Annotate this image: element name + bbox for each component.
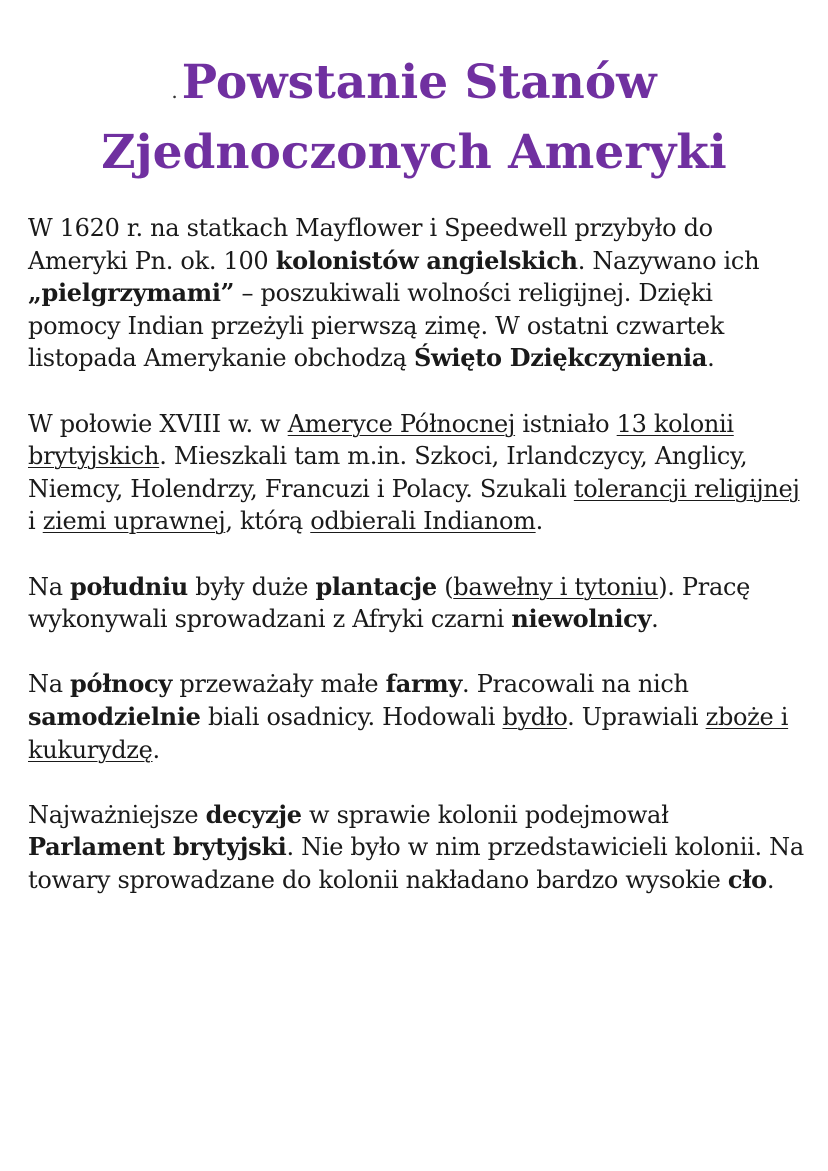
- bold-term: niewolnicy: [511, 604, 652, 634]
- underlined-term: Ameryce Północnej: [287, 409, 516, 438]
- bold-term: północy: [70, 669, 172, 699]
- text-run: Najważniejsze: [28, 800, 206, 829]
- text-run: były duże: [187, 572, 316, 601]
- text-run: , którą: [225, 507, 311, 536]
- text-run: . Uprawiali: [567, 702, 706, 731]
- text-run: – poszukiwali wolności religijnej. Dzięki pomocy Indian przeżyli pierwszą zimę. W ostatni czwartek listopada Amerykanie obchodzą: [28, 279, 725, 373]
- underlined-term: tolerancji religijnej: [573, 474, 800, 503]
- text-run: . Pracowali na nich: [462, 670, 689, 699]
- title-marker: .: [171, 79, 178, 103]
- text-run: .: [152, 735, 160, 764]
- text-run: .: [535, 507, 543, 536]
- bold-term: Parlament brytyjski: [28, 832, 287, 862]
- bold-term: plantacje: [315, 571, 437, 601]
- text-run: W 1620 r. na statkach Mayflower i Speedwell przybyło do Ameryki Pn. ok. 100: [28, 214, 713, 275]
- text-run: w sprawie kolonii podejmował: [301, 800, 669, 829]
- underlined-term: odbierali Indianom: [310, 507, 536, 536]
- document-body: [28, 212, 808, 929]
- bold-term: południu: [70, 571, 188, 601]
- text-run: W połowie XVIII w. w: [28, 409, 288, 438]
- text-run: Na: [28, 572, 71, 601]
- text-run: istniało: [515, 409, 617, 438]
- title-line-1: [0, 52, 828, 122]
- underlined-term: bydło: [502, 702, 568, 731]
- text-run: ). Pracę wykonywali sprowadzani z Afryki czarni: [28, 572, 750, 634]
- text-run: przeważały małe: [172, 670, 386, 699]
- paragraph-north: [28, 668, 808, 766]
- underlined-term: 13 kolonii brytyjskich: [28, 409, 734, 471]
- text-run: .: [766, 865, 775, 894]
- text-run: i: [28, 507, 43, 536]
- bold-term: cło: [727, 864, 767, 894]
- text-run: . Nazywano ich: [577, 246, 760, 275]
- bold-term: Święto Dziękczynienia: [413, 343, 708, 373]
- page-title: [0, 52, 828, 184]
- text-run: . Nie było w nim przedstawicieli kolonii. Na towary sprowadzane do kolonii nakładano bardzo wysokie: [28, 833, 804, 894]
- text-run: .: [707, 344, 715, 373]
- underlined-term: zboże i kukurydzę: [28, 702, 789, 764]
- paragraph-colonies: [28, 408, 808, 538]
- underlined-term: ziemi uprawnej: [42, 507, 226, 536]
- title-text-1: Powstanie Stanów: [181, 55, 657, 110]
- paragraph-south: [28, 571, 808, 636]
- text-run: biali osadnicy. Hodowali: [200, 702, 503, 731]
- text-run: . Mieszkali tam m.in. Szkoci, Irlandczycy, Anglicy, Niemcy, Holendrzy, Francuzi i Polacy. Szukali: [28, 442, 748, 503]
- bold-term: decyzje: [205, 799, 302, 829]
- text-run: .: [651, 605, 659, 634]
- bold-term: samodzielnie: [28, 701, 201, 731]
- title-line-2: Zjednoczonych Ameryki: [101, 125, 727, 180]
- paragraph-pilgrims: [28, 212, 808, 375]
- text-run: (: [436, 572, 454, 601]
- bold-term: „pielgrzymami”: [28, 278, 235, 308]
- bold-term: farmy: [385, 669, 463, 699]
- underlined-term: bawełny i tytoniu: [453, 572, 659, 601]
- text-run: Na: [28, 670, 71, 699]
- paragraph-parliament: [28, 799, 808, 897]
- bold-term: kolonistów angielskich: [275, 245, 578, 275]
